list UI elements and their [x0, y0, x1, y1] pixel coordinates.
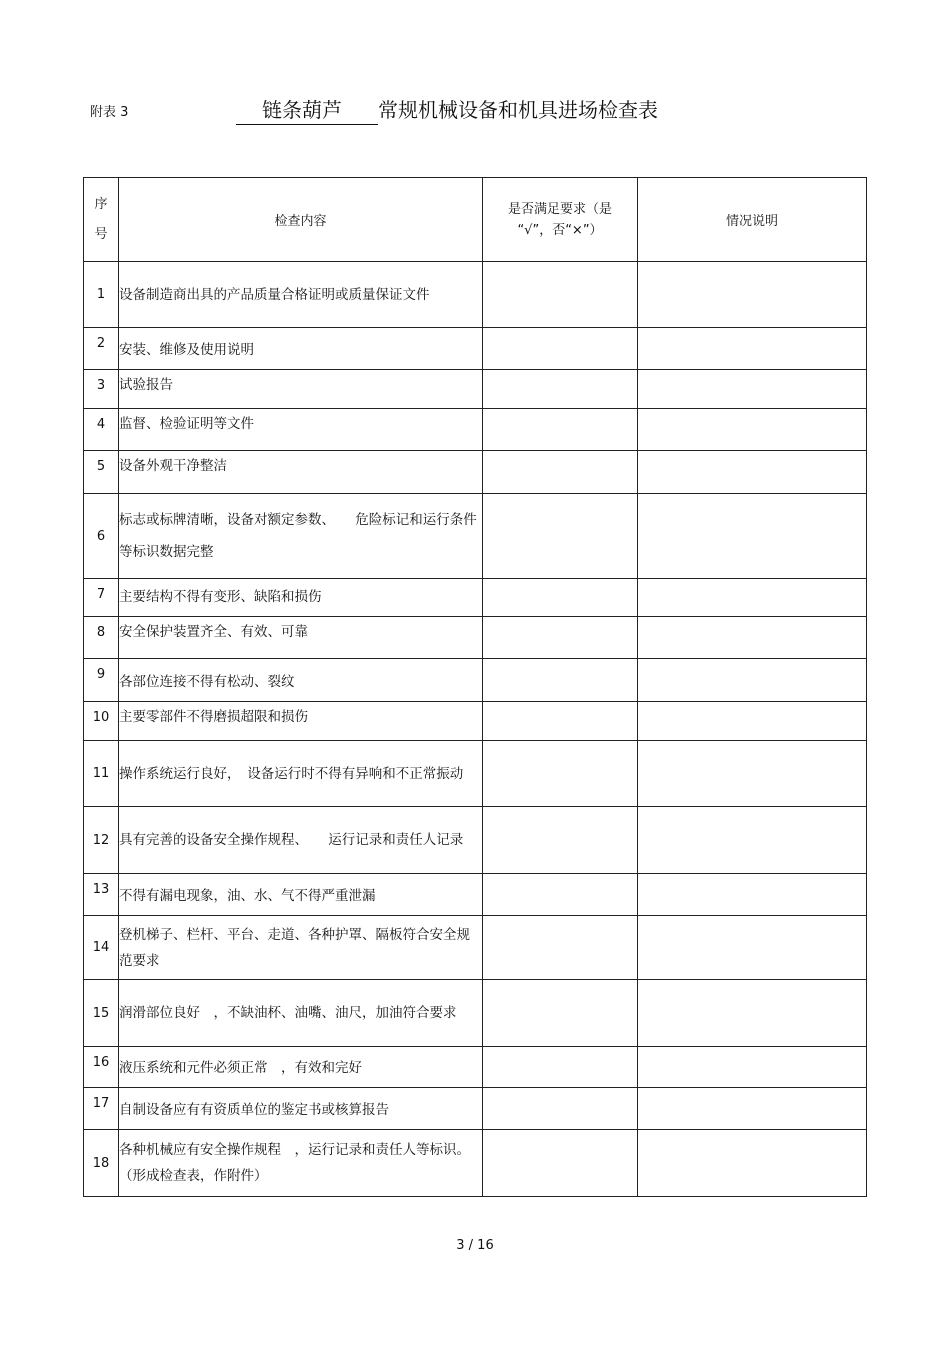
row-number: 12 [84, 807, 119, 874]
table-row [84, 370, 867, 409]
row-number: 18 [84, 1130, 119, 1197]
row-number: 13 [84, 874, 119, 916]
requirement-cell[interactable] [483, 328, 638, 370]
note-cell[interactable] [638, 494, 867, 579]
table-row [84, 617, 867, 659]
requirement-cell[interactable] [483, 617, 638, 659]
row-content: 监督、检验证明等文件 [119, 409, 483, 451]
header-requirement: 是否满足要求（是 “√”，否“×”） [483, 178, 638, 262]
table-row [84, 494, 867, 579]
note-cell[interactable] [638, 659, 867, 702]
table-row [84, 807, 867, 874]
requirement-cell[interactable] [483, 579, 638, 617]
note-cell[interactable] [638, 328, 867, 370]
requirement-cell[interactable] [483, 1088, 638, 1130]
note-cell[interactable] [638, 1130, 867, 1197]
requirement-cell[interactable] [483, 980, 638, 1047]
table-row [84, 1047, 867, 1088]
row-content: 安装、维修及使用说明 [119, 328, 483, 370]
row-content: 登机梯子、栏杆、平台、走道、各种护罩、隔板符合安全规范要求 [119, 916, 483, 980]
requirement-cell[interactable] [483, 1047, 638, 1088]
row-content: 设备外观干净整洁 [119, 451, 483, 494]
table-row [84, 874, 867, 916]
table-header-row [84, 178, 867, 262]
row-number: 9 [84, 659, 119, 702]
row-number: 4 [84, 409, 119, 451]
requirement-cell[interactable] [483, 494, 638, 579]
requirement-cell[interactable] [483, 702, 638, 741]
header-no: 序 号 [84, 178, 119, 262]
table-row [84, 659, 867, 702]
note-cell[interactable] [638, 874, 867, 916]
row-number: 7 [84, 579, 119, 617]
row-number: 5 [84, 451, 119, 494]
requirement-cell[interactable] [483, 807, 638, 874]
table-row [84, 1130, 867, 1197]
table-row [84, 579, 867, 617]
row-content: 各部位连接不得有松动、裂纹 [119, 659, 483, 702]
inspection-table [83, 177, 867, 1197]
note-cell[interactable] [638, 579, 867, 617]
table-row [84, 741, 867, 807]
note-cell[interactable] [638, 807, 867, 874]
requirement-cell[interactable] [483, 262, 638, 328]
row-content: 自制设备应有有资质单位的鉴定书或核算报告 [119, 1088, 483, 1130]
requirement-cell[interactable] [483, 874, 638, 916]
row-content: 主要零部件不得磨损超限和损伤 [119, 702, 483, 741]
row-number: 3 [84, 370, 119, 409]
requirement-cell[interactable] [483, 451, 638, 494]
row-content: 润滑部位良好 ，不缺油杯、油嘴、油尺，加油符合要求 [119, 980, 483, 1047]
table-row [84, 262, 867, 328]
row-number: 14 [84, 916, 119, 980]
appendix-label: 附表 3 [90, 105, 129, 120]
page-title [236, 94, 658, 125]
table-row [84, 916, 867, 980]
table-row [84, 702, 867, 741]
row-content: 主要结构不得有变形、缺陷和损伤 [119, 579, 483, 617]
note-cell[interactable] [638, 980, 867, 1047]
equipment-name: 链条葫芦 [236, 94, 378, 125]
row-content: 液压系统和元件必须正常 ，有效和完好 [119, 1047, 483, 1088]
row-content: 安全保护装置齐全、有效、可靠 [119, 617, 483, 659]
note-cell[interactable] [638, 702, 867, 741]
note-cell[interactable] [638, 451, 867, 494]
row-content: 试验报告 [119, 370, 483, 409]
requirement-cell[interactable] [483, 409, 638, 451]
row-number: 11 [84, 741, 119, 807]
row-number: 15 [84, 980, 119, 1047]
note-cell[interactable] [638, 916, 867, 980]
row-number: 10 [84, 702, 119, 741]
title-text: 常规机械设备和机具进场检查表 [378, 98, 658, 122]
note-cell[interactable] [638, 409, 867, 451]
row-number: 2 [84, 328, 119, 370]
requirement-cell[interactable] [483, 659, 638, 702]
table-row [84, 1088, 867, 1130]
row-number: 1 [84, 262, 119, 328]
header-note: 情况说明 [638, 178, 867, 262]
row-content: 各种机械应有安全操作规程 ，运行记录和责任人等标识。（形成检查表，作附件） [119, 1130, 483, 1197]
requirement-cell[interactable] [483, 1130, 638, 1197]
header-content: 检查内容 [119, 178, 483, 262]
row-content: 标志或标牌清晰，设备对额定参数、 危险标记和运行条件等标识数据完整 [119, 494, 483, 579]
page-number: 3 / 16 [456, 1238, 494, 1253]
requirement-cell[interactable] [483, 741, 638, 807]
requirement-cell[interactable] [483, 370, 638, 409]
table-row [84, 451, 867, 494]
row-number: 16 [84, 1047, 119, 1088]
note-cell[interactable] [638, 1047, 867, 1088]
row-number: 8 [84, 617, 119, 659]
note-cell[interactable] [638, 617, 867, 659]
requirement-cell[interactable] [483, 916, 638, 980]
row-number: 6 [84, 494, 119, 579]
row-content: 操作系统运行良好， 设备运行时不得有异响和不正常振动 [119, 741, 483, 807]
note-cell[interactable] [638, 1088, 867, 1130]
row-number: 17 [84, 1088, 119, 1130]
note-cell[interactable] [638, 370, 867, 409]
row-content: 具有完善的设备安全操作规程、 运行记录和责任人记录 [119, 807, 483, 874]
table-row [84, 409, 867, 451]
row-content: 不得有漏电现象，油、水、气不得严重泄漏 [119, 874, 483, 916]
note-cell[interactable] [638, 741, 867, 807]
table-row [84, 328, 867, 370]
row-content: 设备制造商出具的产品质量合格证明或质量保证文件 [119, 262, 483, 328]
table-row [84, 980, 867, 1047]
note-cell[interactable] [638, 262, 867, 328]
